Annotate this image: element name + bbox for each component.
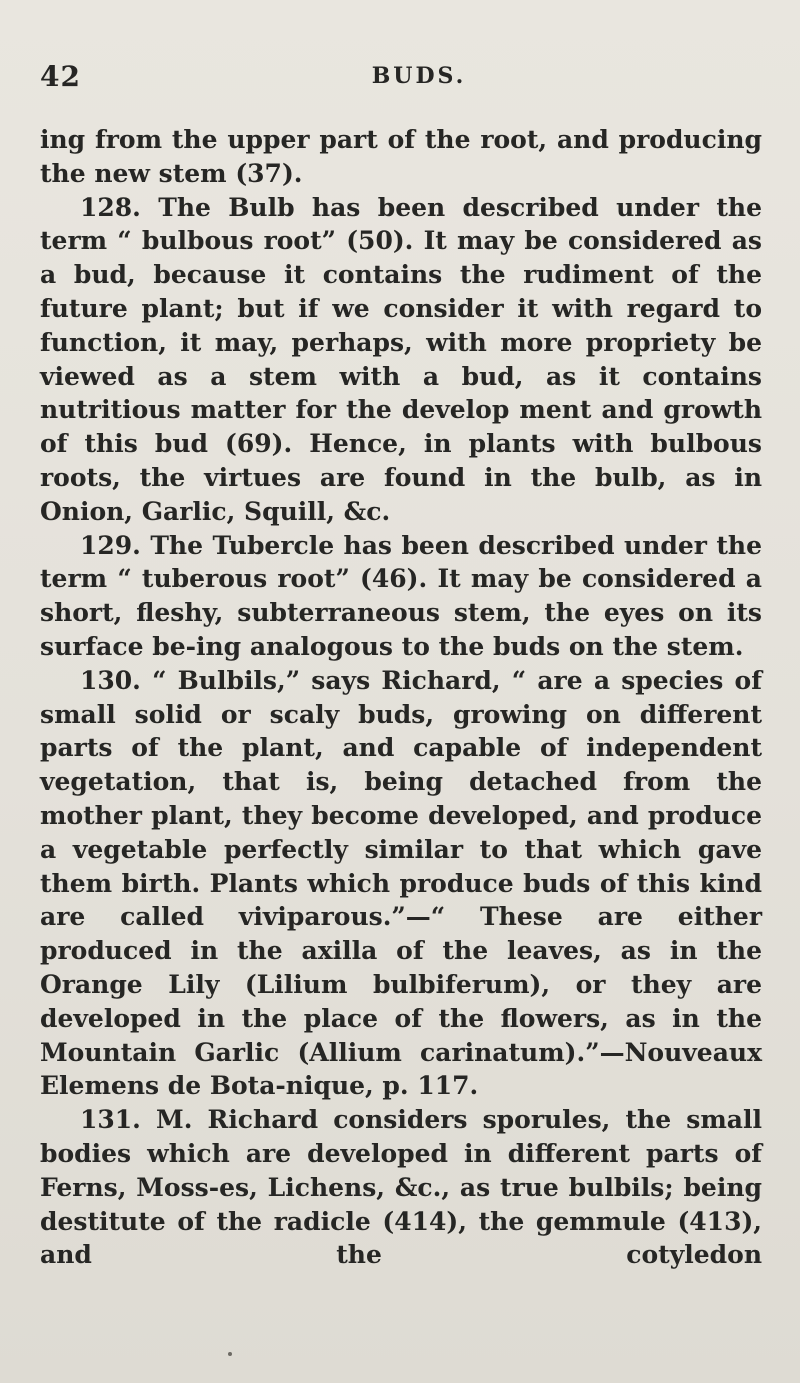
body-text <box>40 123 762 1272</box>
paper-speck <box>228 1352 232 1356</box>
paragraph-130-bulbils: 130. “ Bulbils,” says Richard, “ are a species of small solid or scaly buds, growing on different parts of the plant, and capable of independent vegetation, that is, being detached from the mother plant, they become developed, and produce a vegetable perfectly similar to that which gave them birth. Plants which produce buds of this kind are called viviparous.”—“ These are either produced in the axilla of the leaves, as in the Orange Lily (Lilium bulbiferum), or they are developed in the place of the flowers, as in the Mountain Garlic (Allium carinatum).”—Nouveaux Elemens de Bota-nique, p. 117. <box>40 665 762 1101</box>
paragraph-131-sporules: 131. M. Richard considers sporules, the small bodies which are developed in different parts of Ferns, Moss-es, Lichens, &c., as true bulbils; being destitute of the radicle (414), the gemmule (413), and the cotyledon <box>40 1105 762 1270</box>
running-head: BUDS. <box>371 63 467 89</box>
page-number: 42 <box>40 60 81 93</box>
paragraph-continuation: ing from the upper part of the root, and producing the new stem (37). <box>40 125 762 188</box>
paragraph-129-tubercle: 129. The Tubercle has been described under the term “ tuberous root” (46). It may be considered a short, fleshy, subterraneous stem, the eyes on its surface be-ing analogous to the buds on the stem. <box>40 530 762 661</box>
paragraph-128-bulb: 128. The Bulb has been described under the term “ bulbous root” (50). It may be considered as a bud, because it contains the rudiment of the future plant; but if we consider it with regard to function, it may, perhaps, with more propriety be viewed as a stem with a bud, as it contains nutritious matter for the develop ment and growth of this bud (69). Hence, in plants with bulbous roots, the virtues are found in the bulb, as in Onion, Garlic, Squill, &c. <box>40 192 762 526</box>
page-header <box>40 60 760 100</box>
